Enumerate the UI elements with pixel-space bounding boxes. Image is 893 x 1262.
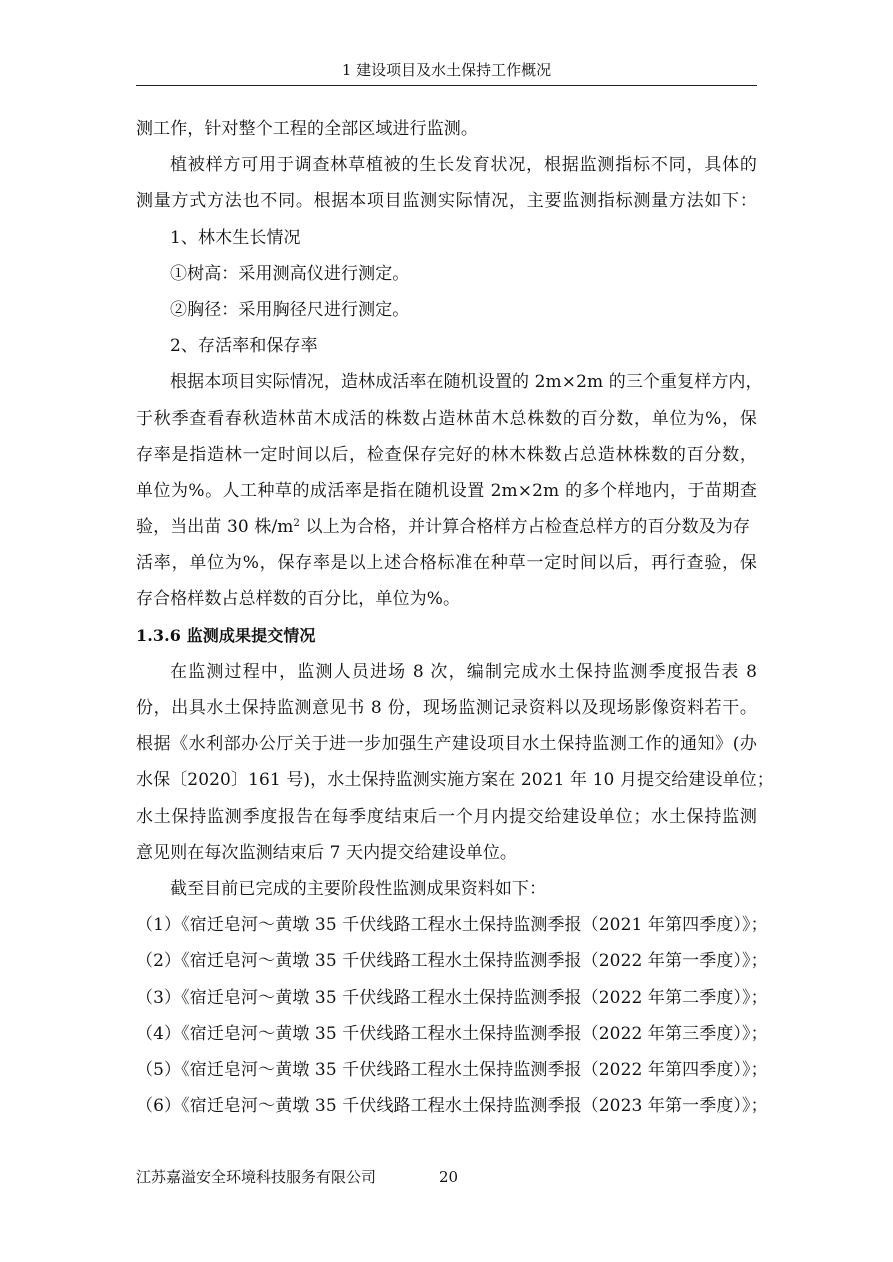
paragraph-line: 水土保持监测季度报告在每季度结束后一个月内提交给建设单位；水土保持监测 [136, 806, 757, 827]
list-item: （1）《宿迁皂河～黄墩 35 千伏线路工程水土保持监测季报（2021 年第四季度）》； [136, 915, 768, 936]
paragraph-line-superscript [136, 509, 757, 545]
section-heading: 1.3.6 监测成果提交情况 [136, 625, 316, 645]
paragraph-line: 根据本项目实际情况，造林成活率在随机设置的 2m×2m 的三个重复样方内， [170, 372, 763, 393]
superscript: 2 [293, 518, 300, 530]
paragraph-line: 单位为%。人工种草的成活率是指在随机设置 2m×2m 的多个样地内，于苗期查 [136, 480, 757, 501]
subheading-line: 1、林木生长情况 [170, 227, 301, 248]
page-footer [136, 1167, 459, 1187]
paragraph-line: 在监测过程中，监测人员进场 8 次，编制完成水土保持监测季度报告表 8 [170, 661, 757, 682]
paragraph-line: 意见则在每次监测结束后 7 天内提交给建设单位。 [136, 842, 518, 863]
paragraph-line: 测工作，针对整个工程的全部区域进行监测。 [136, 119, 478, 139]
list-item: （5）《宿迁皂河～黄墩 35 千伏线路工程水土保持监测季报（2022 年第四季度）》； [136, 1059, 768, 1080]
running-header: 1 建设项目及水土保持工作概况 [341, 61, 552, 79]
paragraph-line: 于秋季查看春秋造林苗木成活的株数占造林苗木总株数的百分数，单位为%，保 [136, 408, 757, 429]
paragraph-line: 份，出具水土保持监测意见书 8 份，现场监测记录资料以及现场影像资料若干。 [136, 698, 757, 718]
header-divider [136, 85, 757, 86]
paragraph-line: 活率，单位为%，保存率是以上述合格标准在种草一定时间以后，再行查验，保 [136, 553, 757, 574]
list-item: （4）《宿迁皂河～黄墩 35 千伏线路工程水土保持监测季报（2022 年第三季度）》； [136, 1023, 768, 1044]
paragraph-line: 植被样方可用于调查林草植被的生长发育状况，根据监测指标不同，具体的 [170, 155, 757, 176]
paragraph-line: 截至目前已完成的主要阶段性监测成果资料如下： [170, 878, 547, 899]
list-item: （3）《宿迁皂河～黄墩 35 千伏线路工程水土保持监测季报（2022 年第二季度）》； [136, 987, 768, 1008]
subheading-line: 2、存活率和保存率 [170, 336, 318, 357]
footer-company: 江苏嘉溢安全环境科技服务有限公司 [136, 1168, 377, 1186]
paragraph-line: 根据《水利部办公厅关于进一步加强生产建设项目水土保持监测工作的通知》(办 [136, 734, 757, 755]
list-item: （6）《宿迁皂河～黄墩 35 千伏线路工程水土保持监测季报（2023 年第一季度）》； [136, 1096, 768, 1117]
list-item: （2）《宿迁皂河～黄墩 35 千伏线路工程水土保持监测季报（2022 年第一季度）》； [136, 951, 768, 972]
paragraph-line: 存合格样数占总样数的百分比，单位为%。 [136, 589, 461, 610]
page-number: 20 [439, 1168, 459, 1186]
paragraph-line: ②胸径：采用胸径尺进行测定。 [170, 299, 410, 320]
body-text [136, 111, 774, 1124]
line-text-tail: 以上为合格，并计算合格样方占检查总样方的百分数及为存 [299, 517, 751, 538]
paragraph-line: 测量方式方法也不同。根据本项目监测实际情况，主要监测指标测量方法如下： [136, 191, 757, 212]
line-text: 验，当出苗 30 株/m [136, 517, 294, 538]
paragraph-line: 存率是指造林一定时间以后，检查保存完好的林木株数占总造林株数的百分数， [136, 444, 757, 465]
paragraph-line: ①树高：采用测高仪进行测定。 [170, 263, 410, 284]
paragraph-line: 水保〔2020〕161 号)，水土保持监测实施方案在 2021 年 10 月提交给建设单位； [136, 770, 774, 791]
